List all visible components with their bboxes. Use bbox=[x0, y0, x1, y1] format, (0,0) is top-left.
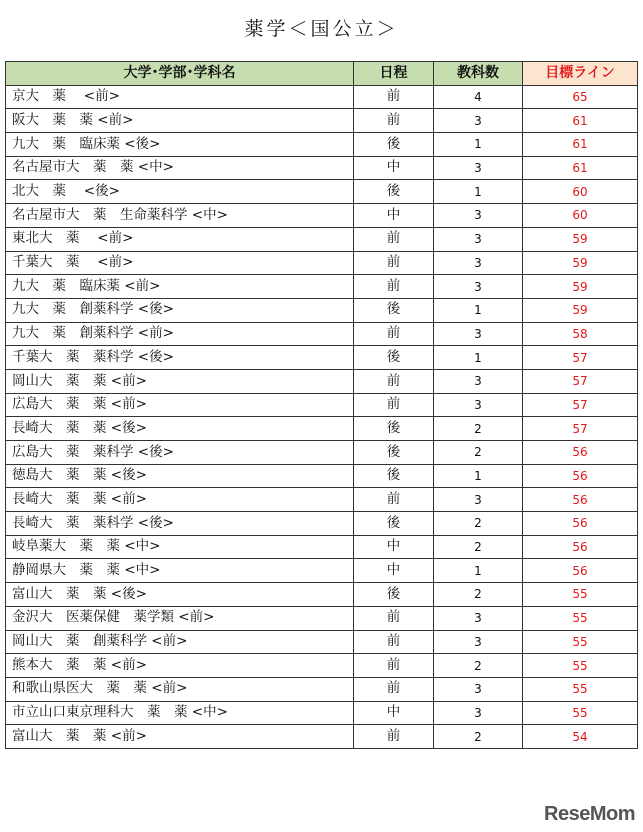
cell-schedule: 後 bbox=[354, 180, 434, 204]
cell-name: 長崎大 薬 薬科学 <後> bbox=[6, 512, 354, 536]
cell-subjects: 1 bbox=[434, 298, 523, 322]
cell-name: 長崎大 薬 薬 <前> bbox=[6, 488, 354, 512]
table-row bbox=[6, 535, 638, 559]
table-row bbox=[6, 322, 638, 346]
cell-schedule: 前 bbox=[354, 630, 434, 654]
cell-target: 59 bbox=[523, 298, 638, 322]
cell-name: 和歌山県医大 薬 薬 <前> bbox=[6, 677, 354, 701]
table-row bbox=[6, 559, 638, 583]
cell-schedule: 中 bbox=[354, 701, 434, 725]
cell-subjects: 2 bbox=[434, 512, 523, 536]
table-header-row bbox=[6, 62, 638, 86]
table-row bbox=[6, 512, 638, 536]
cell-name: 九大 薬 臨床薬 <前> bbox=[6, 275, 354, 299]
table-row bbox=[6, 393, 638, 417]
cell-target: 60 bbox=[523, 180, 638, 204]
table-row bbox=[6, 156, 638, 180]
cell-name: 熊本大 薬 薬 <前> bbox=[6, 654, 354, 678]
cell-subjects: 1 bbox=[434, 559, 523, 583]
cell-name: 広島大 薬 薬 <前> bbox=[6, 393, 354, 417]
cell-target: 55 bbox=[523, 606, 638, 630]
table-row bbox=[6, 725, 638, 749]
cell-name: 千葉大 薬 薬科学 <後> bbox=[6, 346, 354, 370]
table-row bbox=[6, 133, 638, 157]
cell-subjects: 3 bbox=[434, 322, 523, 346]
table-row bbox=[6, 417, 638, 441]
table-row bbox=[6, 298, 638, 322]
cell-schedule: 前 bbox=[354, 488, 434, 512]
cell-target: 55 bbox=[523, 630, 638, 654]
page-title: 薬学＜国公立＞ bbox=[244, 18, 399, 40]
cell-target: 56 bbox=[523, 535, 638, 559]
cell-subjects: 1 bbox=[434, 133, 523, 157]
cell-subjects: 3 bbox=[434, 156, 523, 180]
cell-subjects: 3 bbox=[434, 630, 523, 654]
cell-target: 55 bbox=[523, 677, 638, 701]
cell-schedule: 後 bbox=[354, 417, 434, 441]
cell-subjects: 3 bbox=[434, 488, 523, 512]
cell-name: 広島大 薬 薬科学 <後> bbox=[6, 441, 354, 465]
cell-subjects: 3 bbox=[434, 251, 523, 275]
cell-name: 富山大 薬 薬 <後> bbox=[6, 583, 354, 607]
cell-schedule: 前 bbox=[354, 606, 434, 630]
cell-schedule: 中 bbox=[354, 156, 434, 180]
cell-name: 静岡県大 薬 薬 <中> bbox=[6, 559, 354, 583]
cell-schedule: 前 bbox=[354, 322, 434, 346]
cell-target: 56 bbox=[523, 488, 638, 512]
cell-target: 59 bbox=[523, 227, 638, 251]
cell-target: 56 bbox=[523, 464, 638, 488]
table-row bbox=[6, 583, 638, 607]
cell-target: 60 bbox=[523, 204, 638, 228]
cell-name: 九大 薬 臨床薬 <後> bbox=[6, 133, 354, 157]
cell-subjects: 2 bbox=[434, 417, 523, 441]
cell-name: 京大 薬 <前> bbox=[6, 85, 354, 109]
cell-name: 市立山口東京理科大 薬 薬 <中> bbox=[6, 701, 354, 725]
cell-subjects: 3 bbox=[434, 606, 523, 630]
cell-name: 九大 薬 創薬科学 <後> bbox=[6, 298, 354, 322]
cell-name: 岐阜薬大 薬 薬 <中> bbox=[6, 535, 354, 559]
cell-schedule: 中 bbox=[354, 559, 434, 583]
cell-subjects: 3 bbox=[434, 369, 523, 393]
table-row bbox=[6, 275, 638, 299]
cell-name: 富山大 薬 薬 <前> bbox=[6, 725, 354, 749]
cell-target: 57 bbox=[523, 369, 638, 393]
cell-schedule: 前 bbox=[354, 369, 434, 393]
cell-schedule: 後 bbox=[354, 441, 434, 465]
table-row bbox=[6, 227, 638, 251]
cell-schedule: 前 bbox=[354, 654, 434, 678]
cell-schedule: 前 bbox=[354, 109, 434, 133]
cell-schedule: 中 bbox=[354, 535, 434, 559]
cell-target: 58 bbox=[523, 322, 638, 346]
table-row bbox=[6, 180, 638, 204]
cell-schedule: 中 bbox=[354, 204, 434, 228]
cell-schedule: 後 bbox=[354, 133, 434, 157]
cell-subjects: 2 bbox=[434, 441, 523, 465]
cell-target: 61 bbox=[523, 133, 638, 157]
cell-subjects: 2 bbox=[434, 725, 523, 749]
cell-name: 北大 薬 <後> bbox=[6, 180, 354, 204]
cell-subjects: 2 bbox=[434, 654, 523, 678]
table-row bbox=[6, 204, 638, 228]
cell-subjects: 3 bbox=[434, 701, 523, 725]
cell-target: 59 bbox=[523, 275, 638, 299]
table-row bbox=[6, 630, 638, 654]
cell-subjects: 1 bbox=[434, 464, 523, 488]
table-row bbox=[6, 251, 638, 275]
cell-schedule: 前 bbox=[354, 677, 434, 701]
table-row bbox=[6, 488, 638, 512]
cell-schedule: 前 bbox=[354, 393, 434, 417]
cell-target: 56 bbox=[523, 559, 638, 583]
cell-name: 名古屋市大 薬 生命薬科学 <中> bbox=[6, 204, 354, 228]
cell-target: 57 bbox=[523, 346, 638, 370]
cell-subjects: 4 bbox=[434, 85, 523, 109]
cell-target: 61 bbox=[523, 109, 638, 133]
cell-name: 長崎大 薬 薬 <後> bbox=[6, 417, 354, 441]
cell-schedule: 後 bbox=[354, 298, 434, 322]
header-target: 目標ライン bbox=[523, 62, 638, 86]
cell-schedule: 後 bbox=[354, 512, 434, 536]
cell-subjects: 3 bbox=[434, 393, 523, 417]
cell-target: 61 bbox=[523, 156, 638, 180]
cell-target: 57 bbox=[523, 417, 638, 441]
header-name: 大学･学部･学科名 bbox=[6, 62, 354, 86]
cell-name: 徳島大 薬 薬 <後> bbox=[6, 464, 354, 488]
table-row bbox=[6, 654, 638, 678]
cell-target: 56 bbox=[523, 512, 638, 536]
cell-target: 57 bbox=[523, 393, 638, 417]
table-row bbox=[6, 369, 638, 393]
header-subjects: 教科数 bbox=[434, 62, 523, 86]
cell-subjects: 3 bbox=[434, 275, 523, 299]
cell-target: 55 bbox=[523, 701, 638, 725]
cell-target: 59 bbox=[523, 251, 638, 275]
cell-schedule: 前 bbox=[354, 227, 434, 251]
cell-schedule: 前 bbox=[354, 85, 434, 109]
cell-name: 岡山大 薬 創薬科学 <前> bbox=[6, 630, 354, 654]
cell-name: 千葉大 薬 <前> bbox=[6, 251, 354, 275]
cell-name: 東北大 薬 <前> bbox=[6, 227, 354, 251]
table-row bbox=[6, 701, 638, 725]
table-row bbox=[6, 464, 638, 488]
cell-name: 九大 薬 創薬科学 <前> bbox=[6, 322, 354, 346]
cell-schedule: 前 bbox=[354, 725, 434, 749]
cell-name: 阪大 薬 薬 <前> bbox=[6, 109, 354, 133]
cell-name: 金沢大 医薬保健 薬学類 <前> bbox=[6, 606, 354, 630]
cell-target: 56 bbox=[523, 441, 638, 465]
cell-target: 55 bbox=[523, 583, 638, 607]
table-row bbox=[6, 109, 638, 133]
cell-subjects: 3 bbox=[434, 204, 523, 228]
results-table bbox=[5, 61, 638, 749]
cell-schedule: 後 bbox=[354, 346, 434, 370]
cell-target: 65 bbox=[523, 85, 638, 109]
cell-subjects: 1 bbox=[434, 180, 523, 204]
cell-schedule: 後 bbox=[354, 464, 434, 488]
cell-schedule: 後 bbox=[354, 583, 434, 607]
cell-target: 54 bbox=[523, 725, 638, 749]
table-row bbox=[6, 85, 638, 109]
cell-target: 55 bbox=[523, 654, 638, 678]
cell-subjects: 1 bbox=[434, 346, 523, 370]
cell-subjects: 3 bbox=[434, 677, 523, 701]
resemom-logo: ReseMom bbox=[544, 803, 635, 825]
table-row bbox=[6, 441, 638, 465]
table-row bbox=[6, 346, 638, 370]
table-row bbox=[6, 677, 638, 701]
cell-schedule: 前 bbox=[354, 251, 434, 275]
cell-subjects: 3 bbox=[434, 109, 523, 133]
table-row bbox=[6, 606, 638, 630]
cell-name: 岡山大 薬 薬 <前> bbox=[6, 369, 354, 393]
header-schedule: 日程 bbox=[354, 62, 434, 86]
cell-schedule: 前 bbox=[354, 275, 434, 299]
cell-subjects: 2 bbox=[434, 535, 523, 559]
cell-subjects: 3 bbox=[434, 227, 523, 251]
cell-subjects: 2 bbox=[434, 583, 523, 607]
cell-name: 名古屋市大 薬 薬 <中> bbox=[6, 156, 354, 180]
